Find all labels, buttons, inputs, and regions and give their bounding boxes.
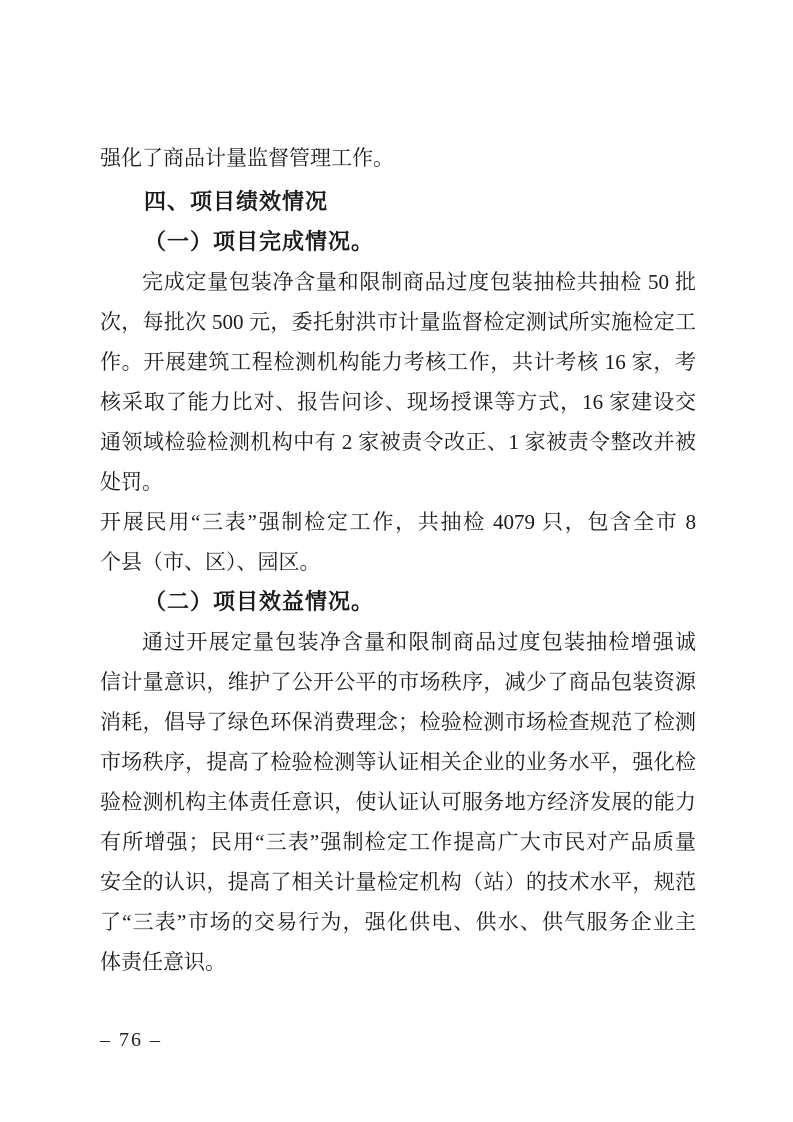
text-line: 四、项目绩效情况	[144, 189, 329, 214]
text-line: 完成定量包装净含量和限制商品过度包装抽检共抽检 50 批	[142, 270, 696, 294]
page-number: – 76 –	[100, 1029, 162, 1051]
text-line: （二）项目效益情况。	[144, 589, 375, 614]
text-line: 有所增强；民用“三表”强制检定工作提高广大市民对产品质量	[100, 830, 696, 854]
text-line: 消耗，倡导了绿色环保消费理念；检验检测市场检查规范了检测	[100, 710, 696, 734]
text-line: 了“三表”市场的交易行为，强化供电、供水、供气服务企业主	[100, 910, 696, 934]
para-continuation	[100, 138, 696, 178]
text-line: 市场秩序，提高了检验检测等认证相关企业的业务水平，强化检	[100, 750, 696, 774]
heading-subsection-two	[100, 582, 696, 622]
para-project-completion	[100, 262, 696, 502]
text-line: 个县（市、区）、园区。	[100, 550, 321, 574]
heading-subsection-one	[100, 222, 696, 262]
text-line: 体责任意识。	[100, 950, 226, 974]
text-line: （一）项目完成情况。	[144, 229, 375, 254]
text-line: 作。开展建筑工程检测机构能力考核工作，共计考核 16 家，考	[100, 350, 696, 374]
text-line: 强化了商品计量监督管理工作。	[100, 146, 394, 170]
text-line: 次，每批次 500 元，委托射洪市计量监督检定测试所实施检定工	[100, 310, 696, 334]
text-line: 核采取了能力比对、报告问诊、现场授课等方式，16 家建设交	[100, 390, 696, 414]
para-project-benefits	[100, 622, 696, 982]
text-line: 信计量意识，维护了公开公平的市场秩序，减少了商品包装资源	[100, 670, 696, 694]
heading-section-four	[100, 178, 696, 222]
text-line: 通过开展定量包装净含量和限制商品过度包装抽检增强诚	[142, 630, 696, 654]
document-body	[100, 138, 696, 982]
text-line: 开展民用“三表”强制检定工作，共抽检 4079 只，包含全市 8	[100, 510, 696, 534]
text-line: 通领域检验检测机构中有 2 家被责令改正、1 家被责令整改并被	[100, 430, 696, 454]
text-line: 验检测机构主体责任意识，使认证认可服务地方经济发展的能力	[100, 790, 696, 814]
text-line: 安全的认识，提高了相关计量检定机构（站）的技术水平，规范	[100, 870, 696, 894]
para-three-meters	[100, 502, 696, 582]
text-line: 处罚。	[100, 470, 163, 494]
